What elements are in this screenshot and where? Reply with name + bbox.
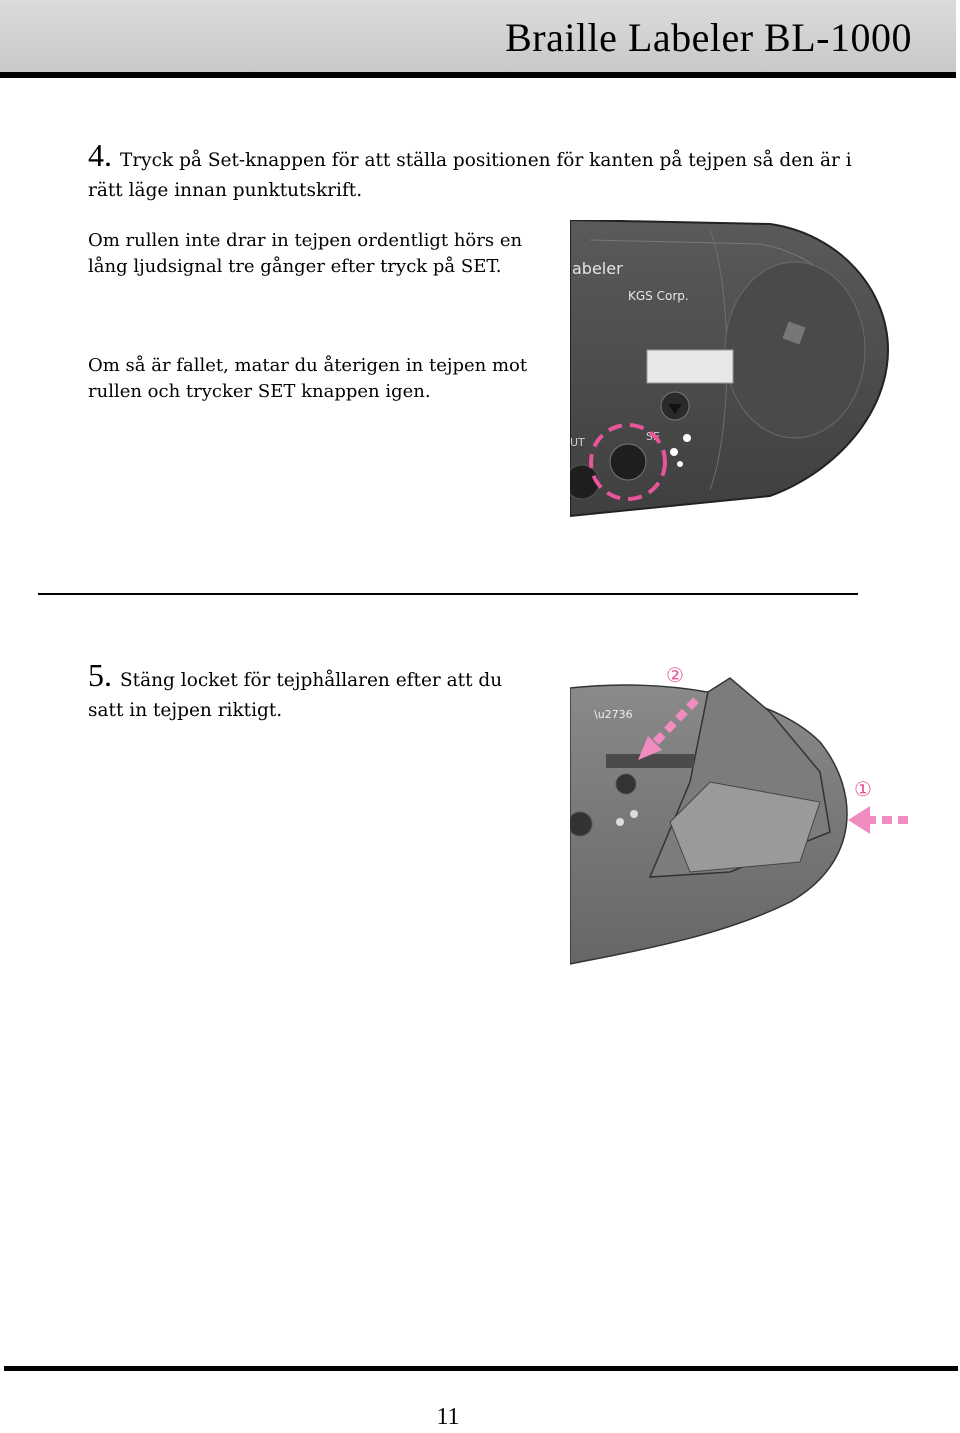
set-button-illustration: [570, 220, 890, 520]
step-4-paragraph-1: Om rullen inte drar in tejpen ordentligt hörs en lång ljudsignal tre gånger efter tryck på SET.: [88, 230, 523, 277]
marker-2: ②: [666, 663, 684, 687]
set-button: [610, 444, 646, 480]
brand-label: KGS Corp.: [628, 289, 689, 303]
document-title: Braille Labeler BL-1000: [505, 15, 912, 60]
marker-1: ①: [854, 777, 872, 801]
step-5-number: 5.: [88, 657, 112, 693]
tape-slot: [647, 350, 733, 383]
device-label: abeler: [572, 259, 623, 278]
step-4-paragraph-2: Om så är fallet, matar du återigen in tejpen mot rullen och trycker SET knappen igen.: [88, 355, 528, 402]
step-5-text: Stäng locket för tejphållaren efter att du satt in tejpen riktigt.: [88, 670, 503, 721]
section-divider: [38, 593, 858, 595]
page-number: 11: [436, 1404, 460, 1430]
step-4-text: Tryck på Set-knappen för att ställa positionen för kanten på tejpen så den är i rätt läge innan punktutskrift.: [88, 150, 852, 201]
close-lid-illustration: [570, 652, 915, 972]
set-label: SE: [646, 430, 660, 443]
footer-rule: [4, 1366, 958, 1371]
step-5: [88, 657, 540, 726]
step-4-number: 4.: [88, 137, 112, 173]
page-header: [0, 0, 956, 78]
svg-text:\u2736: \u2736: [594, 708, 633, 721]
step-4: [88, 137, 878, 206]
ut-label: UT: [570, 436, 585, 449]
